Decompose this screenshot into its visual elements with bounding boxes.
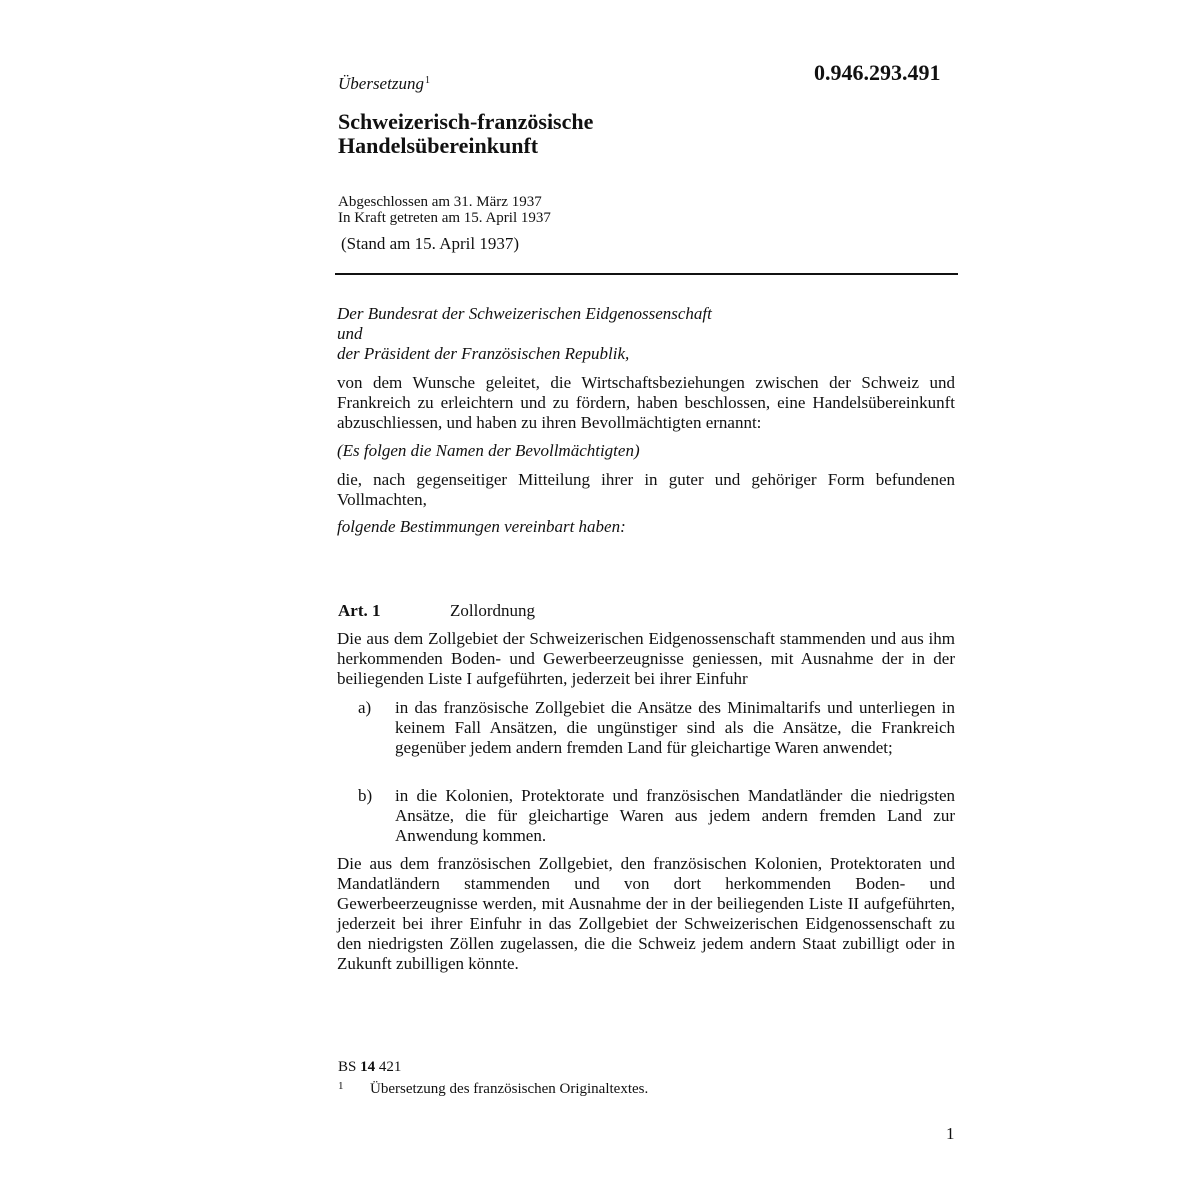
document-title-line1: Schweizerisch-französische: [338, 109, 594, 134]
status-date: (Stand am 15. April 1937): [341, 234, 520, 253]
document-dates: [338, 194, 938, 226]
translation-footnote-ref[interactable]: 1: [424, 75, 430, 86]
article-1-paragraph-2: [337, 854, 955, 974]
concluded-date: Abgeschlossen am 31. März 1937: [338, 194, 542, 210]
item-b-text: in die Kolonien, Protektorate und französischen Mandatländer die niedrigsten Ansätze, die für gleichartige Waren aus jedem andern fremden Land zur Anwendung kommen.: [395, 786, 955, 845]
article-1-item-a: [358, 698, 955, 758]
party-2: der Präsident der Französischen Republik,: [337, 344, 630, 363]
footnote-mark: 1: [338, 1080, 344, 1092]
item-a-text: in das französische Zollgebiet die Ansätze des Minimaltarifs und unterliegen in keinem Fall Ansätzen, die ungünstiger sind als die Ansätze, die Frankreich gegenüber jedem andern fremden Land für gleichartige Waren anwendet;: [395, 698, 955, 757]
article-1-number: Art. 1: [338, 601, 381, 620]
document-title: [338, 110, 938, 158]
preamble-text-1: von dem Wunsche geleitet, die Wirtschaftsbeziehungen zwischen der Schweiz und Frankreich zu erleichtern und zu fördern, haben beschlossen, eine Handelsübereinkunft abzuschliessen, und haben zu ihren Bevollmächtigten ernannt:: [337, 373, 955, 432]
header-divider: [335, 273, 958, 275]
parties-conjunction: und: [337, 324, 363, 343]
article-1-title: Zollordnung: [450, 601, 535, 620]
footnote-text: Übersetzung des französischen Originaltextes.: [370, 1081, 649, 1097]
party-1: Der Bundesrat der Schweizerischen Eidgenossenschaft: [337, 304, 712, 323]
bs-prefix: BS: [338, 1059, 357, 1075]
in-force-date: In Kraft getreten am 15. April 1937: [338, 210, 551, 226]
page-number: 1: [946, 1124, 955, 1143]
plenipotentiaries-text: (Es folgen die Namen der Bevollmächtigten): [337, 441, 640, 460]
preamble-paragraph-2: [337, 470, 955, 510]
sr-number: 0.946.293.491: [814, 60, 941, 85]
preamble-text-2: die, nach gegenseitiger Mitteilung ihrer in guter und gehöriger Form befundenen Vollmachten,: [337, 470, 955, 509]
article-1-heading: [338, 601, 535, 621]
article-1-item-b: [358, 786, 955, 846]
translation-label: [338, 74, 430, 94]
bs-page: 421: [378, 1059, 402, 1075]
bs-reference: [338, 1059, 401, 1076]
item-b-marker: b): [358, 786, 373, 805]
bs-volume: 14: [360, 1059, 376, 1075]
contracting-parties: [337, 304, 955, 364]
translation-label-text: Übersetzung: [338, 74, 424, 93]
footnote-1: [338, 1080, 648, 1098]
agreed-text: folgende Bestimmungen vereinbart haben:: [337, 517, 626, 536]
article-1-paragraph-1-text: Die aus dem Zollgebiet der Schweizerischen Eidgenossenschaft stammenden und aus ihm herkommenden Boden- und Gewerbeerzeugnisse geniessen, mit Ausnahme der in der beiliegenden Liste I aufgeführten, jederzeit bei ihrer Einfuhr: [337, 629, 955, 688]
article-1-paragraph-2-text: Die aus dem französischen Zollgebiet, den französischen Kolonien, Protektoraten und Mandatländern stammenden und von dort herkommenden Boden- und Gewerbeerzeugnisse werden, mit Ausnahme der in der beiliegenden Liste II aufgeführten, jederzeit bei ihrer Einfuhr in das Zollgebiet der Schweizerischen Eidgenossenschaft zu den niedrigsten Zöllen zugelassen, die die Schweiz jedem andern Staat zubilligt oder in Zukunft zubilligen könnte.: [337, 854, 955, 973]
plenipotentiaries-note: [337, 441, 955, 461]
preamble-paragraph-1: [337, 373, 955, 433]
article-1-paragraph-1: [337, 629, 955, 689]
item-a-marker: a): [358, 698, 372, 717]
agreed-provisions-line: [337, 517, 955, 537]
document-title-line2: Handelsübereinkunft: [338, 133, 539, 158]
